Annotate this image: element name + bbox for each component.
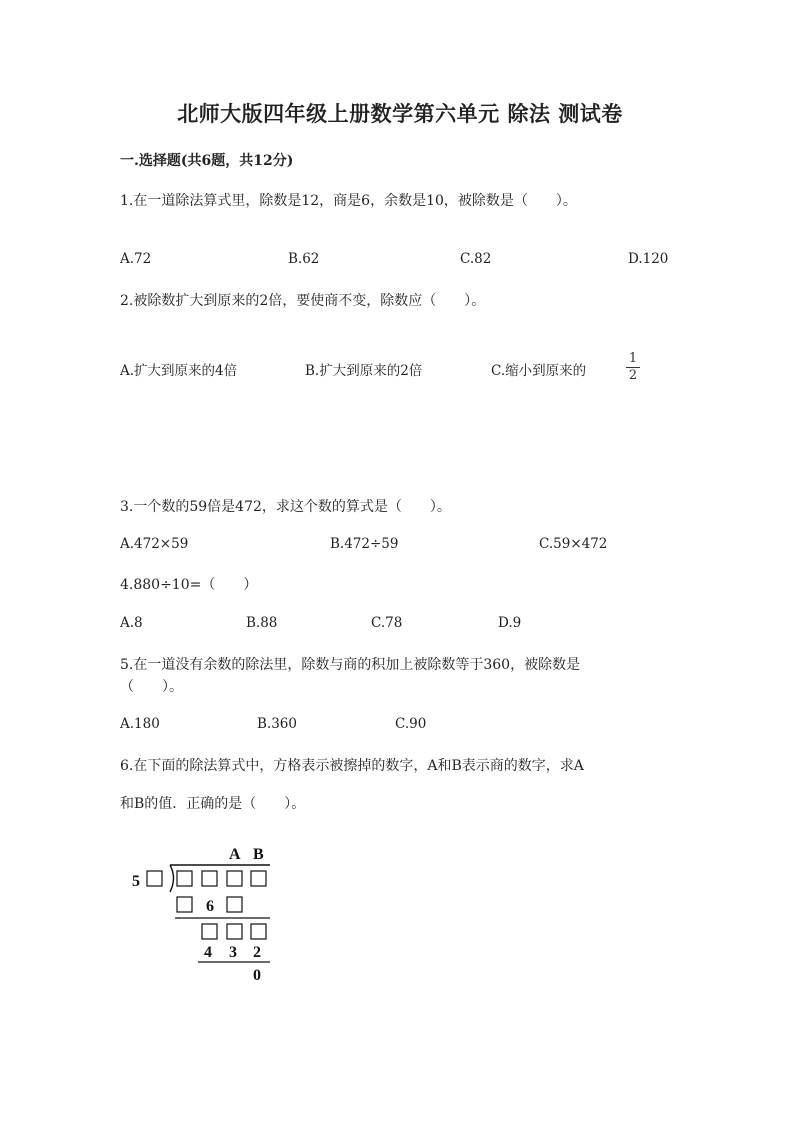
question-1-option-a: A.72 [120,251,152,267]
partial-product-digit: 6 [206,898,214,915]
partial-product-blank-box [227,897,242,912]
question-1-option-b: B.62 [288,251,320,267]
question-6-line-2: 和B的值．正确的是（ ）。 [120,796,306,812]
question-5-line-2: （ ）。 [120,679,183,695]
dividend-blank-box [202,871,217,886]
question-3-option-c: C.59×472 [539,536,608,552]
product-digit: 3 [229,944,237,961]
question-5-option-c: C.90 [395,716,427,732]
question-5-option-b: B.360 [257,716,297,732]
long-division-svg [130,840,290,990]
question-3: 3.一个数的59倍是472，求这个数的算式是（ ）。 [120,499,451,515]
question-2-option-a: A.扩大到原来的4倍 [120,363,238,379]
question-4-option-a: A.8 [120,615,143,631]
product-digit: 4 [204,944,212,961]
divisor-blank-box [147,871,162,886]
question-4: 4.880÷10=（ ） [120,577,258,593]
fraction-one-half [624,352,642,383]
question-3-option-b: B.472÷59 [330,536,399,552]
final-remainder: 0 [253,967,261,984]
question-4-option-d: D.9 [498,615,522,631]
quotient-digit-b: B [253,846,264,863]
question-6-line-1: 6.在下面的除法算式中，方格表示被擦掉的数字，A和B表示商的数字，求A [120,758,584,774]
fraction-denominator: 2 [628,368,638,383]
question-2: 2.被除数扩大到原来的2倍，要使商不变，除数应（ ）。 [120,293,486,309]
remainder-blank-box [251,924,266,939]
question-2-option-c: C.缩小到原来的 [491,363,587,379]
question-1: 1.在一道除法算式里，除数是12，商是6，余数是10，被除数是（ ）。 [120,193,577,209]
long-division-figure [130,840,290,990]
question-4-option-c: C.78 [371,615,403,631]
question-4-option-b: B.88 [246,615,278,631]
remainder-blank-box [227,924,242,939]
dividend-blank-box [177,871,192,886]
question-5-line-1: 5.在一道没有余数的除法里，除数与商的积加上被除数等于360，被除数是 [120,657,581,673]
quotient-digit-a: A [229,846,241,863]
dividend-blank-box [227,871,242,886]
question-1-option-c: C.82 [460,251,492,267]
product-digit: 2 [253,944,261,961]
question-1-option-d: D.120 [628,251,669,267]
question-2-option-b: B.扩大到原来的2倍 [305,363,423,379]
remainder-blank-box [202,924,217,939]
divisor-digit: 5 [132,873,140,890]
question-3-option-a: A.472×59 [120,536,189,552]
partial-product-blank-box [177,897,192,912]
section-heading: 一.选择题(共6题，共12分) [120,153,294,169]
fraction-numerator: 1 [628,351,638,366]
dividend-blank-box [251,871,266,886]
question-5-option-a: A.180 [120,716,160,732]
page-title: 北师大版四年级上册数学第六单元 除法 测试卷 [177,101,623,126]
division-bracket [170,865,174,892]
